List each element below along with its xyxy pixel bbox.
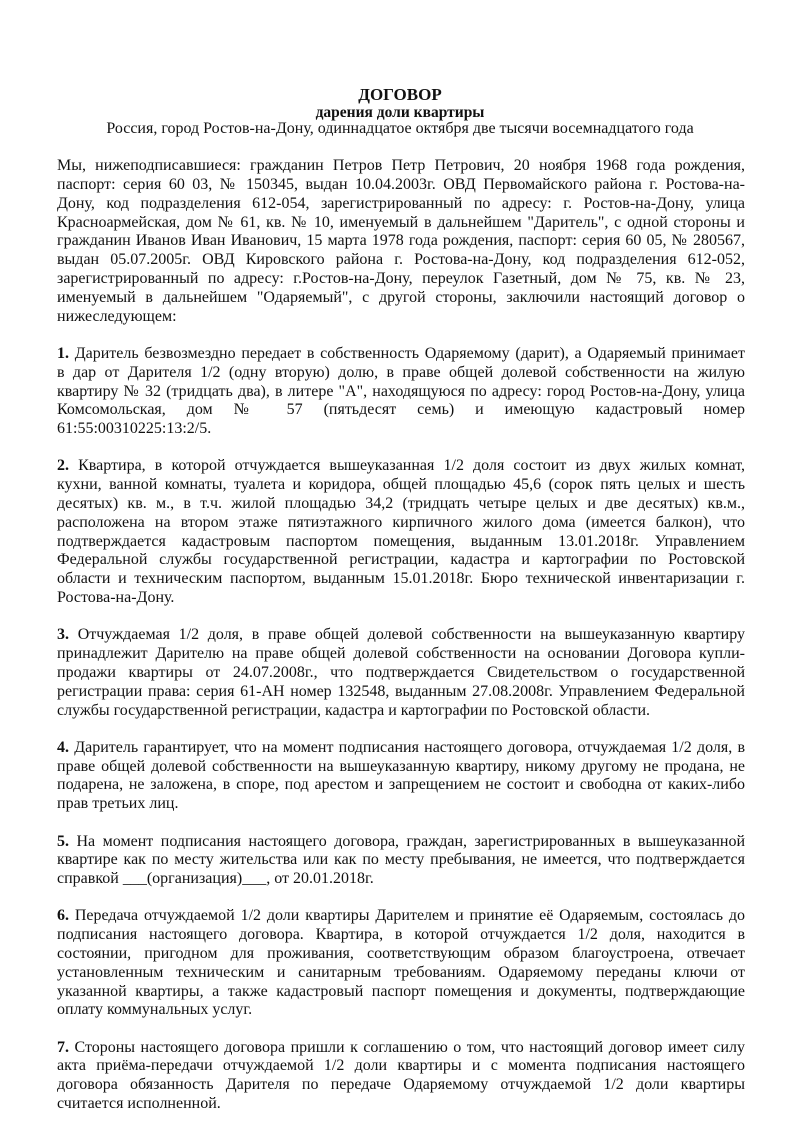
- line-text: службы государственной регистрации, кадастра и картографии по Ростовской области.: [57, 701, 651, 719]
- line-text: зарегистрированный по адресу: г.Ростов-на-Дону, переулок Газетный, дом № 75, кв. № 23,: [57, 270, 745, 288]
- line-text: Комсомольская, дом № 57 (пятьдесят семь) и имеющую кадастровый номер: [57, 401, 745, 419]
- text-line: [57, 214, 745, 233]
- text-line: [57, 1039, 745, 1058]
- text-line: [57, 420, 745, 439]
- line-text: области и техническим паспортом, выданным 15.01.2018г. Бюро технической инвентаризации г.: [57, 570, 745, 588]
- text-line: [57, 345, 745, 364]
- text-line: [57, 870, 745, 889]
- line-text: указанной квартиры, а также кадастровый паспорт помещения и документы, подтверждающие: [57, 982, 745, 1000]
- text-line: [57, 983, 745, 1002]
- line-text: праве общей долевой собственности на вышеуказанную квартиру, никому другому не продана, не: [57, 757, 745, 775]
- line-text: Мы, нижеподписавшиеся: гражданин Петров Петр Петрович, 20 ноября 1968 года рождения,: [57, 157, 745, 175]
- preamble: [57, 157, 745, 326]
- line-text: принадлежит Дарителю на праве общей долевой собственности на основании Договора купли-: [57, 645, 745, 663]
- clause-3: [57, 626, 745, 720]
- clause-6: [57, 907, 745, 1020]
- text-line: [57, 570, 745, 589]
- line-text: продажи квартиры от 24.07.2008г., что подтверждается Свидетельством о государственной: [57, 663, 745, 681]
- clause-5: [57, 833, 745, 889]
- text-line: [57, 157, 745, 176]
- text-line: [57, 383, 745, 402]
- line-text: квартиру № 32 (тридцать два), в литере "А", находящуюся по адресу: город Ростов-на-Дону, улица: [57, 382, 745, 400]
- document-subtitle: дарения доли квартиры: [315, 104, 485, 121]
- line-text: Дону, код подразделения 612-054, зарегистрированный по адресу: г. Ростов-на-Дону, улица: [57, 194, 745, 212]
- line-text: Передача отчуждаемой 1/2 доли квартиры Дарителем и принятие её Одаряемым, состоялась до: [74, 907, 745, 925]
- line-text: прав третьих лиц.: [57, 795, 179, 813]
- text-line: [57, 514, 745, 533]
- line-text: справкой ___(организация)___, от 20.01.2018г.: [57, 870, 374, 888]
- line-text: нижеследующем:: [57, 307, 177, 325]
- text-line: [57, 795, 745, 814]
- document-title: ДОГОВОР: [358, 85, 442, 104]
- clause-number: 2.: [57, 457, 69, 475]
- text-line: [57, 232, 745, 251]
- line-text: Красноармейская, дом № 61, кв. № 10, именуемый в дальнейшем "Даритель", с одной стороны и: [57, 213, 745, 231]
- text-line: [57, 664, 745, 683]
- text-line: [57, 945, 745, 964]
- text-line: [57, 964, 745, 983]
- line-text: в дар от Дарителя 1/2 (одну вторую) долю, в праве общей долевой собственности на жилую: [57, 363, 745, 381]
- text-line: [57, 758, 745, 777]
- document-body: [57, 120, 745, 1132]
- text-line: [57, 645, 745, 664]
- line-text: Ростова-на-Дону.: [57, 589, 175, 607]
- text-line: [57, 495, 745, 514]
- line-text: установленным техническим и санитарным требованиям. Одаряемому переданы ключи от: [57, 963, 745, 981]
- text-line: [57, 739, 745, 758]
- text-line: [57, 251, 745, 270]
- text-line: [57, 270, 745, 289]
- line-text: Квартира, в которой отчуждается вышеуказанная 1/2 доля состоит из двух жилых комнат,: [78, 457, 746, 475]
- text-line: [57, 833, 745, 852]
- text-line: [57, 176, 745, 195]
- line-text: договора обязанность Дарителя по передаче Одаряемому отчуждаемой 1/2 доли квартиры: [57, 1076, 745, 1094]
- clause-7: [57, 1039, 745, 1114]
- line-text: подарена, не заложена, в споре, под арестом и запрещением не состоит и свободна от каких-либо: [57, 776, 745, 794]
- text-line: [57, 476, 745, 495]
- line-text: Отчуждаемая 1/2 доля, в праве общей долевой собственности на вышеуказанную квартиру: [77, 626, 745, 644]
- text-line: [57, 702, 745, 721]
- line-text: Даритель безвозмездно передает в собственность Одаряемому (дарит), а Одаряемый принимает: [74, 344, 746, 362]
- line-text: считается исполненной.: [57, 1095, 221, 1113]
- clause-number: 3.: [57, 626, 69, 644]
- line-text: десятых) кв. м., в т.ч. жилой площадью 34,2 (тридцать четыре целых и две десятых) кв.м.,: [57, 495, 745, 513]
- clause-4: [57, 739, 745, 814]
- text-line: [57, 1001, 745, 1020]
- line-text: регистрации права: серия 61-АН номер 132548, выданным 27.08.2008г. Управлением Федеральной: [57, 682, 745, 700]
- text-line: [57, 289, 745, 308]
- clause-number: 6.: [57, 907, 69, 925]
- line-text: подтверждается кадастровым паспортом помещения, выданным 13.01.2018г. Управлением: [57, 532, 745, 550]
- line-text: паспорт: серия 60 03, № 150345, выдан 10.04.2003г. ОВД Первомайского района г. Ростова-на-: [57, 176, 745, 194]
- text-line: [57, 1095, 745, 1114]
- text-line: [57, 308, 745, 327]
- line-text: кухни, ванной комнаты, туалета и коридора, общей площадью 45,6 (сорок пять целых и шесть: [57, 476, 745, 494]
- text-line: [57, 926, 745, 945]
- text-line: [57, 776, 745, 795]
- clause-number: 5.: [57, 832, 69, 850]
- text-line: [57, 457, 745, 476]
- line-text: акта приёма-передачи отчуждаемой 1/2 доли квартиры и с момента подписания настоящего: [57, 1057, 745, 1075]
- line-text: расположена на втором этаже пятиэтажного кирпичного жилого дома (имеется балкон), что: [57, 513, 745, 531]
- clause-number: 1.: [57, 344, 69, 362]
- line-text: именуемый в дальнейшем "Одаряемый", с другой стороны, заключили настоящий договор о: [57, 288, 745, 306]
- line-text: выдан 05.07.2005г. ОВД Кировского района г. Ростова-на-Дону, код подразделения 612-052,: [57, 251, 745, 269]
- text-line: [57, 401, 745, 420]
- line-text: состоянии, пригодном для проживания, соответствующим образом благоустроена, отвечает: [57, 944, 745, 962]
- clause-2: [57, 457, 745, 607]
- clause-number: 7.: [57, 1038, 69, 1056]
- line-text: Стороны настоящего договора пришли к соглашению о том, что настоящий договор имеет силу: [74, 1038, 745, 1056]
- text-line: [57, 551, 745, 570]
- line-text: оплату коммунальных услуг.: [57, 1001, 253, 1019]
- text-line: [57, 533, 745, 552]
- line-text: Даритель гарантирует, что на момент подписания настоящего договора, отчуждаемая 1/2 доля, в: [74, 738, 746, 756]
- line-text: Федеральной службы государственной регистрации, кадастра и картографии по Ростовской: [57, 551, 745, 569]
- text-line: [57, 195, 745, 214]
- clause-number: 4.: [57, 738, 69, 756]
- place-date: Россия, город Ростов-на-Дону, одиннадцатое октября две тысячи восемнадцатого года: [106, 120, 694, 137]
- text-line: [57, 1076, 745, 1095]
- line-text: гражданин Иванов Иван Иванович, 15 марта 1978 года рождения, паспорт: серия 60 05, № 280567,: [57, 232, 745, 250]
- text-line: [57, 626, 745, 645]
- clause-1: [57, 345, 745, 439]
- line-text: квартире как по месту жительства или как по месту пребывания, не имеется, что подтверждается: [57, 851, 745, 869]
- text-line: [57, 683, 745, 702]
- text-line: [57, 851, 745, 870]
- text-line: [57, 907, 745, 926]
- line-text: 61:55:00310225:13:2/5.: [57, 420, 212, 438]
- line-text: подписания настоящего договора. Квартира, в которой отчуждается 1/2 доля, находится в: [57, 926, 745, 944]
- text-line: [57, 1057, 745, 1076]
- line-text: На момент подписания настоящего договора, граждан, зарегистрированных в вышеуказанной: [76, 832, 746, 850]
- text-line: [57, 364, 745, 383]
- text-line: [57, 589, 745, 608]
